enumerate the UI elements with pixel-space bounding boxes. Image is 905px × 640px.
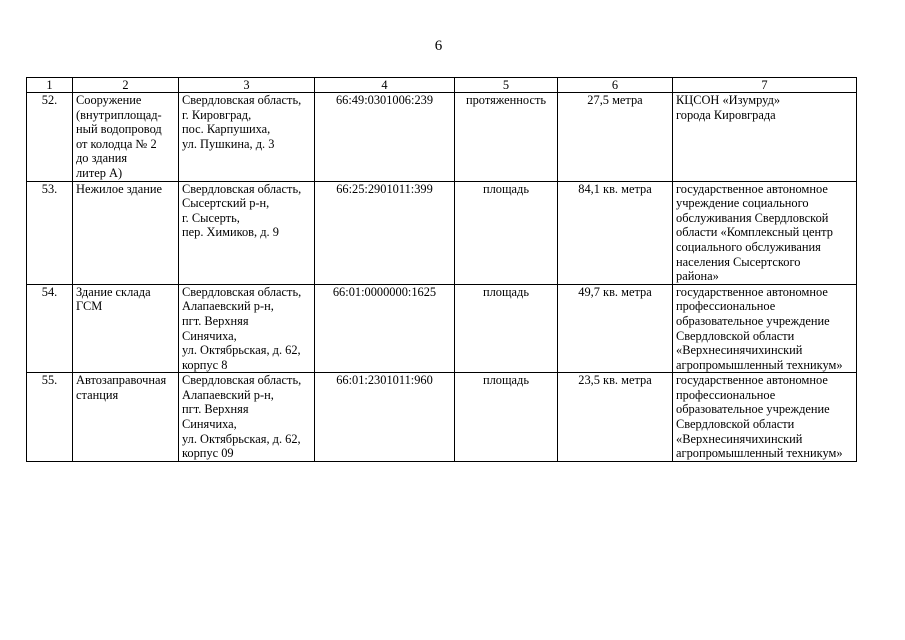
column-header: 1 [27, 78, 73, 93]
object-address: Свердловская область, Алапаевский р-н, пгт. Верхняя Синячиха, ул. Октябрьская, д. 62, корпус 8 [179, 284, 315, 373]
object-name: Автозаправочная станция [73, 373, 179, 462]
parameter-type: протяженность [455, 93, 558, 182]
rights-holder: КЦСОН «Изумруд» города Кировграда [673, 93, 857, 182]
object-address: Свердловская область, Алапаевский р-н, пгт. Верхняя Синячиха, ул. Октябрьская, д. 62, корпус 09 [179, 373, 315, 462]
parameter-type: площадь [455, 284, 558, 373]
column-header: 4 [315, 78, 455, 93]
rights-holder: государственное автономное профессиональное образовательное учреждение Свердловской области «Верхнесинячихинский агропромышленный техникум» [673, 373, 857, 462]
parameter-value: 23,5 кв. метра [558, 373, 673, 462]
table-row [27, 284, 857, 373]
table-row [27, 93, 857, 182]
cadastral-number: 66:01:0000000:1625 [315, 284, 455, 373]
object-name: Здание склада ГСМ [73, 284, 179, 373]
cadastral-number: 66:25:2901011:399 [315, 181, 455, 284]
rights-holder: государственное автономное учреждение социального обслуживания Свердловской области «Комплексный центр социального обслуживания населения Сысертского района» [673, 181, 857, 284]
table-header-row [27, 78, 857, 93]
object-name: Сооружение (внутриплощад- ный водопровод от колодца № 2 до здания литер А) [73, 93, 179, 182]
object-address: Свердловская область, г. Кировград, пос. Карпушиха, ул. Пушкина, д. 3 [179, 93, 315, 182]
cadastral-number: 66:49:0301006:239 [315, 93, 455, 182]
page-number: 6 [434, 38, 443, 54]
rights-holder: государственное автономное профессиональное образовательное учреждение Свердловской области «Верхнесинячихинский агропромышленный техникум» [673, 284, 857, 373]
column-header: 3 [179, 78, 315, 93]
parameter-type: площадь [455, 373, 558, 462]
property-registry-table [26, 77, 857, 462]
row-number: 55. [27, 373, 73, 462]
column-header: 2 [73, 78, 179, 93]
table-row [27, 373, 857, 462]
column-header: 7 [673, 78, 857, 93]
object-address: Свердловская область, Сысертский р-н, г. Сысерть, пер. Химиков, д. 9 [179, 181, 315, 284]
object-name: Нежилое здание [73, 181, 179, 284]
column-header: 6 [558, 78, 673, 93]
parameter-value: 49,7 кв. метра [558, 284, 673, 373]
row-number: 52. [27, 93, 73, 182]
parameter-value: 27,5 метра [558, 93, 673, 182]
parameter-type: площадь [455, 181, 558, 284]
column-header: 5 [455, 78, 558, 93]
row-number: 54. [27, 284, 73, 373]
parameter-value: 84,1 кв. метра [558, 181, 673, 284]
row-number: 53. [27, 181, 73, 284]
table-row [27, 181, 857, 284]
cadastral-number: 66:01:2301011:960 [315, 373, 455, 462]
